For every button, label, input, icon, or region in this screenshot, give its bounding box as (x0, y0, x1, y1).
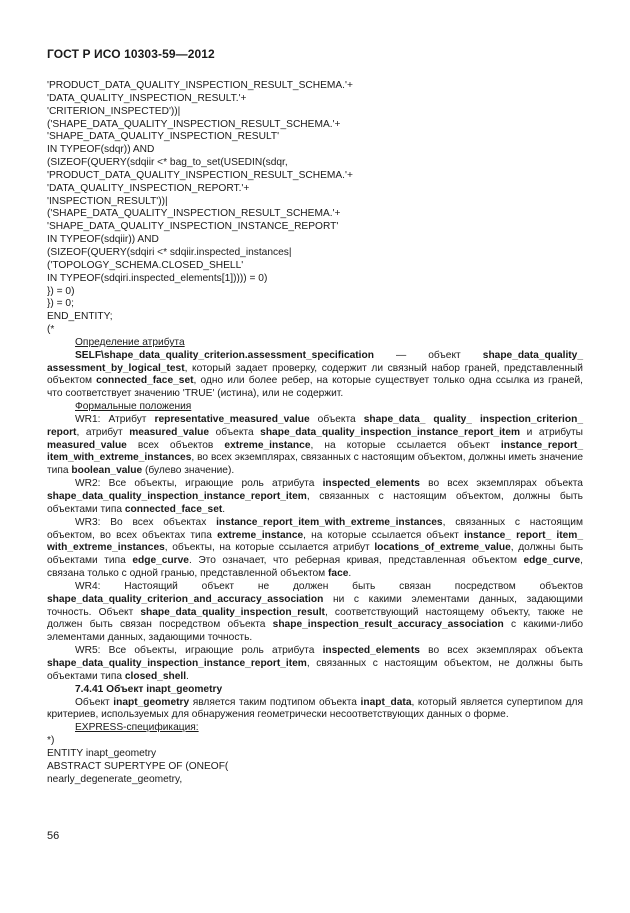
attribute-definition-paragraph (47, 350, 583, 401)
text-run: WR4: Настоящий объект не должен быть связан посредством объектов (75, 580, 583, 592)
text-run: и атрибуты (520, 426, 583, 438)
entity-name: SELF\shape_data_quality_criterion.assessment_specification (75, 349, 374, 361)
wr4-paragraph (47, 581, 583, 645)
heading-text: EXPRESS-спецификация: (75, 722, 199, 734)
entity-name: extreme_instance (217, 529, 304, 541)
entity-name: shape_inspection_result_accuracy_association (272, 619, 504, 631)
entity-name: shape_data_quality_criterion_and_accuracy_association (47, 593, 324, 605)
text-run: WR1: Атрибут (75, 413, 155, 425)
text-run: . (348, 568, 352, 580)
code-line: nearly_degenerate_geometry, (47, 773, 183, 785)
entity-name: inspected_elements (322, 645, 420, 657)
entity-name: measured_value (47, 439, 127, 451)
formal-propositions-heading (47, 401, 583, 414)
entity-name: locations_of_extreme_value (374, 542, 511, 554)
code-line: 'SHAPE_DATA_QUALITY_INSPECTION_INSTANCE_REPORT' (47, 221, 339, 233)
entity-name: measured_value (129, 426, 210, 438)
text-run: , на которые ссылается объект (310, 439, 501, 451)
entity-name: extreme_instance (224, 439, 311, 451)
entity-name: inapt_geometry (113, 696, 190, 708)
text-run: , связана только с одной гранью, представленной объектом (47, 555, 583, 580)
entity-name: shape_data_ quality_ inspection_criterion_ report (47, 413, 583, 438)
code-line: ('TOPOLOGY_SCHEMA.CLOSED_SHELL' (47, 259, 244, 271)
entity-name: boolean_value (71, 465, 143, 477)
entity-name: closed_shell (124, 670, 187, 682)
entity-name: shape_data_quality_ assessment_by_logical_test (47, 349, 583, 374)
code-line: ('SHAPE_DATA_QUALITY_INSPECTION_RESULT_SCHEMA.'+ (47, 208, 341, 220)
heading-text: Формальные положения (75, 401, 192, 413)
entity-name: instance_report_item_with_extreme_instances (216, 516, 443, 528)
code-line: 'DATA_QUALITY_INSPECTION_REPORT.'+ (47, 182, 250, 194)
text-run: является таким подтипом объекта (189, 696, 361, 708)
code-line: END_ENTITY; (47, 311, 113, 323)
text-run: . Это означает, что реберная кривая, представленная объектом (188, 555, 524, 567)
text-run: с какими-либо элементами данных, задающими точность. (47, 619, 583, 644)
code-line: ABSTRACT SUPERTYPE OF (ONEOF( (47, 760, 229, 772)
code-line: *) (47, 735, 55, 747)
wr3-paragraph (47, 517, 583, 581)
code-line: 'PRODUCT_DATA_QUALITY_INSPECTION_RESULT_SCHEMA.'+ (47, 169, 353, 181)
text-run: , связанных с настоящим объектом, должны быть объектами типа (47, 491, 583, 515)
code-line: 'INSPECTION_RESULT'))| (47, 195, 168, 207)
code-line: 'PRODUCT_DATA_QUALITY_INSPECTION_RESULT_SCHEMA.'+ (47, 80, 353, 91)
entity-name: shape_data_quality_inspection_instance_report_item (47, 657, 307, 669)
code-line: 'SHAPE_DATA_QUALITY_INSPECTION_RESULT' (47, 131, 280, 143)
text-run: (булево значение). (142, 465, 235, 477)
entity-name: edge_curve (523, 555, 581, 567)
text-run: объекта (209, 426, 261, 438)
text-run: , атрибут (76, 426, 130, 438)
code-line: }) = 0) (47, 285, 75, 297)
code-block-bottom (47, 735, 583, 786)
text-run: , на которые ссылается объект (303, 529, 464, 541)
wr1-paragraph (47, 414, 583, 478)
text-run: , связанных с настоящим объектом, не должны быть объектами типа (47, 657, 583, 682)
code-line: }) = 0; (47, 298, 74, 310)
code-line: (SIZEOF(QUERY(sdqiri <* sdqiir.inspected_instances| (47, 246, 292, 258)
text-run: WR2: Все объекты, играющие роль атрибута (75, 478, 323, 490)
text-run: во всех экземплярах объекта (419, 478, 583, 490)
text-run: , который является супертипом для критериев, используемых для обнаружения геометрически несоответствующих данных о форме. (47, 696, 583, 721)
text-run: , связанных с настоящим объектом, во всех объектах типа (47, 516, 583, 541)
text-run: . (186, 670, 189, 682)
text-run: , во всех экземплярах, связанных с настоящим объектом, должны иметь значение типа (47, 452, 583, 477)
code-line: IN TYPEOF(sdqiir)) AND (47, 234, 159, 246)
page-number: 56 (47, 830, 60, 842)
code-line: (* (47, 324, 55, 336)
code-line: (SIZEOF(QUERY(sdqiir <* bag_to_set(USEDIN(sdqr, (47, 157, 288, 169)
code-line: ENTITY inapt_geometry (47, 747, 157, 759)
code-line: ('SHAPE_DATA_QUALITY_INSPECTION_RESULT_SCHEMA.'+ (47, 118, 341, 130)
document-header: ГОСТ Р ИСО 10303-59—2012 (47, 47, 215, 61)
section-title (47, 684, 583, 697)
entity-name: connected_face_set (124, 503, 223, 515)
text-run: , который задает проверку, содержит ли связный набор граней, представленный объектом (47, 362, 583, 387)
entity-name: shape_data_quality_inspection_instance_report_item (47, 491, 307, 502)
entity-name: shape_data_quality_inspection_instance_report_item (260, 426, 521, 438)
entity-name: shape_data_quality_inspection_result (140, 606, 325, 618)
wr2-paragraph (47, 478, 583, 517)
entity-name: connected_face_set (96, 375, 194, 387)
text-run: ни с какими элементами данных, задающими точность. Объект (47, 593, 583, 618)
entity-name: instance_report_ item_with_extreme_instances (47, 439, 583, 464)
code-block-top (47, 80, 583, 337)
wr5-paragraph (47, 645, 583, 684)
express-spec-heading (47, 722, 583, 735)
entity-name: inapt_data (360, 696, 412, 708)
code-line: IN TYPEOF(sdqiri.inspected_elements[1])))) = 0) (47, 272, 268, 284)
text-run: — объект (373, 349, 483, 361)
entity-name: instance_ report_ item_ with_extreme_instances (47, 529, 583, 554)
text-run: во всех экземплярах объекта (419, 645, 583, 657)
text-run: WR3: Во всех объектах (75, 516, 217, 528)
section-paragraph (47, 697, 583, 723)
text-run: , соответствующий настоящему объекту, также не должен быть связан посредством объекта (47, 606, 584, 631)
code-line: 'DATA_QUALITY_INSPECTION_RESULT.'+ (47, 92, 247, 104)
attribute-definition-heading (47, 337, 583, 350)
text-run: . (222, 503, 226, 515)
section-title-text: 7.4.41 Объект inapt_geometry (75, 683, 223, 695)
page-content (47, 80, 583, 786)
text-run: Объект (75, 696, 114, 708)
code-line: 'CRITERION_INSPECTED'))| (47, 105, 181, 117)
entity-name: representative_measured_value (154, 413, 310, 425)
text-run: объекта (309, 413, 364, 425)
text-run: , должны быть объектами типа (47, 542, 583, 567)
entity-name: edge_curve (132, 555, 189, 567)
text-run: WR5: Все объекты, играющие роль атрибута (75, 645, 323, 657)
text-run: всех объектов (126, 439, 225, 451)
text-run: , объекты, на которые ссылается атрибут (164, 542, 375, 554)
entity-name: face (328, 568, 349, 580)
entity-name: inspected_elements (322, 478, 420, 490)
heading-text: Определение атрибута (75, 336, 185, 348)
text-run: , одно или более ребер, на которые существует только одна ссылка из граней, что соответствует значению 'TRUE' (истина), или не содержит. (47, 375, 583, 400)
code-line: IN TYPEOF(sdqr)) AND (47, 144, 155, 156)
